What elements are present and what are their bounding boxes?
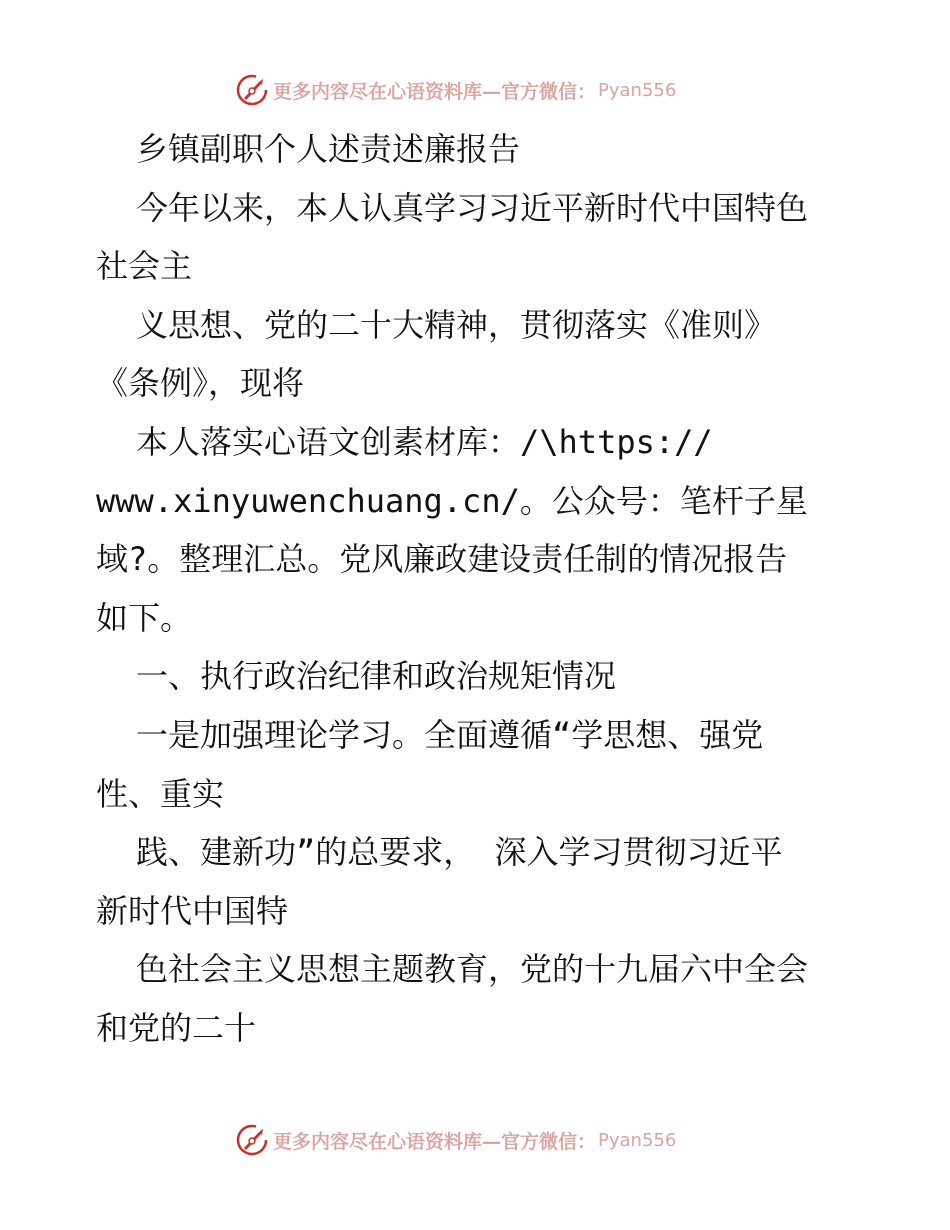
header-banner-text: 更多内容尽在心语资料库—官方微信： (273, 80, 597, 103)
footer-banner-id: Pyan556 (598, 1129, 677, 1151)
text-line: 今年以来，本人认真学习习近平新时代中国特色 (136, 188, 809, 227)
text-line: 一是加强理论学习。全面遵循“学思想、强党 (136, 715, 764, 754)
document-body (96, 120, 866, 1058)
text-line: 本人落实心语文创素材库：/\https:// (136, 422, 713, 461)
header-banner-id: Pyan556 (598, 79, 677, 101)
text-line: 如下。 (96, 598, 193, 637)
text-line: www.xinyuwenchuang.cn/。公众号：笔杆子星 (96, 481, 808, 520)
quill-logo-icon (235, 73, 269, 107)
text-line: 域?。整理汇总。党风廉政建设责任制的情况报告 (96, 540, 788, 579)
header-banner (235, 72, 715, 108)
text-line: 社会主 (96, 247, 193, 286)
document-title: 乡镇副职个人述责述廉报告 (136, 130, 521, 168)
text-line: 性、重实 (96, 774, 225, 813)
section-heading: 一、执行政治纪律和政治规矩情况 (136, 657, 617, 696)
text-line: 和党的二十 (96, 1008, 257, 1047)
footer-banner-text: 更多内容尽在心语资料库—官方微信： (273, 1130, 597, 1153)
footer-banner (235, 1122, 715, 1158)
text-line: 义思想、党的二十大精神，贯彻落实《准则》 (136, 305, 777, 344)
text-line: 践、建新功”的总要求， 深入学习贯彻习近平 (136, 833, 783, 872)
text-line: 新时代中国特 (96, 891, 289, 930)
quill-logo-icon (235, 1123, 269, 1157)
text-line: 《条例》，现将 (96, 364, 305, 403)
text-line: 色社会主义思想主题教育，党的十九届六中全会 (136, 950, 809, 989)
